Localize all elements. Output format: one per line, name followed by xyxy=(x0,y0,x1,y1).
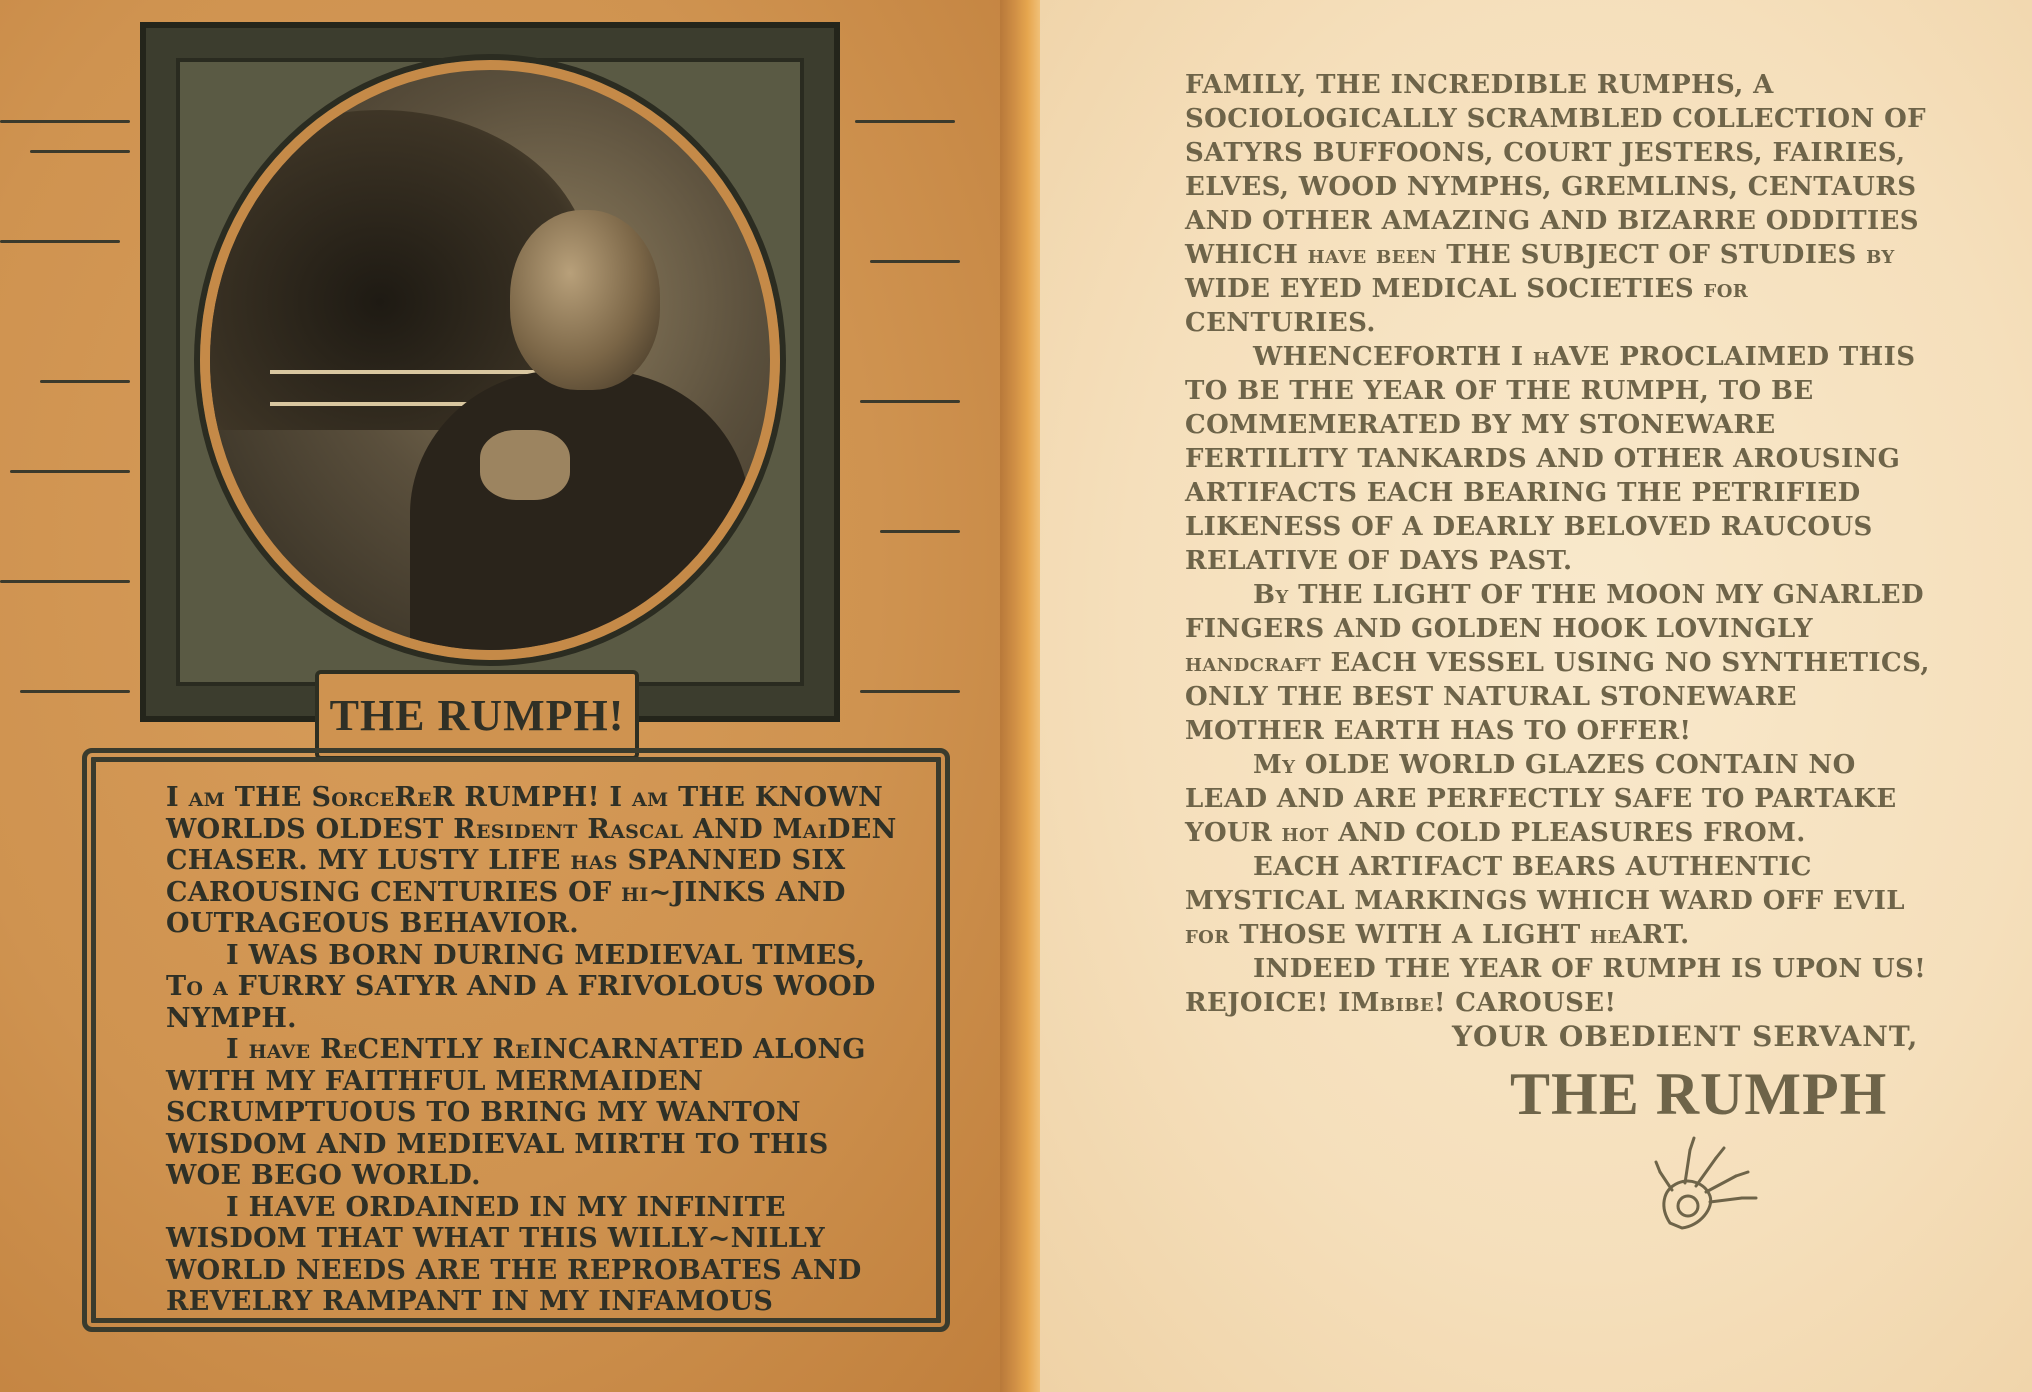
left-page xyxy=(0,0,1012,1392)
wood-grain-line xyxy=(0,580,130,583)
sorcerer-hand xyxy=(480,430,570,500)
sorcerer-portrait-illustration xyxy=(200,60,780,660)
left-paragraph-3: I have ReCENTLY ReINCARNATED ALONG WITH MY FAITHFUL MERMAIDEN SCRUMPTUOUS TO BRING MY WANTON WISDOM AND MEDIEVAL MIRTH TO THIS WOE BEGO WORLD. xyxy=(166,1034,866,1191)
wood-grain-line xyxy=(855,120,955,123)
right-paragraph-2: WHENCEFORTH I hAVE PROCLAIMED THIS TO BE THE YEAR OF THE RUMPH, TO BE COMMEMERATED BY MY STONEWARE FERTILITY TANKARDS AND OTHER AROUSING ARTIFACTS EACH BEARING THE PETRIFIED LIKENESS OF A DEARLY BELOVED RAUCOUS RELATIVE OF DAYS PAST. xyxy=(1185,342,1916,576)
right-paragraph-3: By THE LIGHT OF THE MOON MY GNARLED FINGERS AND GOLDEN HOOK LOVINGLY handcraft EACH VESSEL USING NO SYNTHETICS, ONLY THE BEST NATURAL STONEWARE MOTHER EARTH HAS TO OFFER! xyxy=(1185,580,1930,746)
portrait-inner xyxy=(176,58,804,686)
portrait-frame xyxy=(140,22,840,722)
wood-grain-line xyxy=(860,690,960,693)
wood-grain-line xyxy=(10,470,130,473)
signature: THE RUMPH xyxy=(1510,1061,1888,1127)
wood-grain-line xyxy=(0,240,120,243)
closing-line: YOUR OBEDIENT SERVANT, xyxy=(1452,1020,1919,1053)
sorcerer-body xyxy=(410,370,750,660)
title-plate xyxy=(315,670,639,760)
right-paragraph-4: My OLDE WORLD GLAZES CONTAIN NO LEAD AND ARE PERFECTLY SAFE TO PARTAKE YOUR hot AND COLD PLEASURES FROM. xyxy=(1185,750,1897,848)
wood-grain-line xyxy=(0,120,130,123)
skeletal-hand-icon xyxy=(1630,1128,1770,1238)
left-text-frame xyxy=(82,748,950,1332)
left-page-title: THE RUMPH! xyxy=(329,690,625,740)
left-paragraph-4: I HAVE ORDAINED IN MY INFINITE WISDOM THAT WHAT THIS WILLY~NILLY WORLD NEEDS ARE THE REPROBATES AND REVELRY RAMPANT IN MY INFAMOUS xyxy=(166,1191,862,1317)
right-text-block xyxy=(1185,68,1945,1020)
right-paragraph-5: EACH ARTIFACT BEARS AUTHENTIC MYSTICAL MARKINGS WHICH WARD OFF EVIL for THOSE WITH A LIGHT heART. xyxy=(1185,852,1905,950)
wood-grain-line xyxy=(40,380,130,383)
wood-grain-line xyxy=(20,690,130,693)
wood-grain-line xyxy=(860,400,960,403)
sorcerer-head xyxy=(510,210,660,390)
left-paragraph-2: I WAS BORN DURING MEDIEVAL TIMES, To a FURRY SATYR AND A FRIVOLOUS WOOD NYMPH. xyxy=(166,939,876,1034)
left-paragraph-1: I am THE SorceReR RUMPH! I am THE KNOWN WORLDS OLDEST Resident Rascal AND MaiDEN CHASER. MY LUSTY LIFE has SPANNED SIX CAROUSING CENTURIES OF hi~JINKS AND OUTRAGEOUS BEHAVIOR. xyxy=(166,782,897,939)
wood-grain-line xyxy=(870,260,960,263)
right-paragraph-1: FAMILY, THE INCREDIBLE RUMPHS, A SOCIOLOGICALLY SCRAMBLED COLLECTION OF SATYRS BUFFOONS, COURT JESTERS, FAIRIES, ELVES, WOOD NYMPHS, GREMLINS, CENTAURS AND OTHER AMAZING AND BIZARRE ODDITIES WHICH have been THE SUBJECT OF STUDIES by WIDE EYED MEDICAL SOCIETIES for CENTURIES. xyxy=(1185,70,1927,338)
wood-grain-line xyxy=(880,530,960,533)
wood-grain-line xyxy=(30,150,130,153)
right-paragraph-6: INDEED THE YEAR OF RUMPH IS UPON US! REJOICE! IMbibe! CAROUSE! xyxy=(1185,954,1927,1018)
